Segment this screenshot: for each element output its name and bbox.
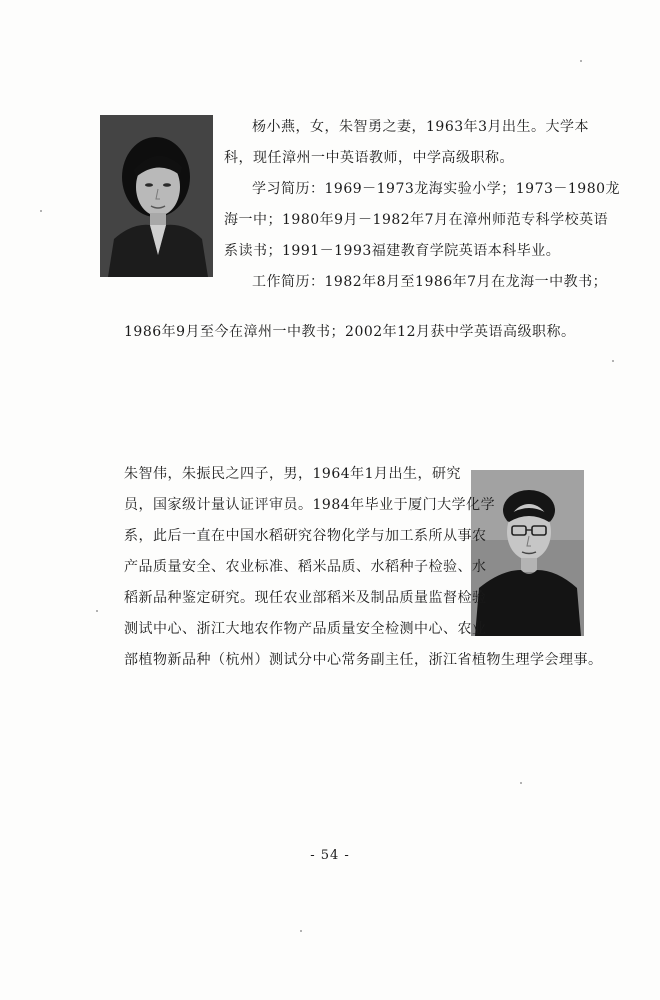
- bio-yang-line: 海一中；1980年9月－1982年7月在漳州师范专科学校英语: [224, 212, 609, 228]
- bio-zhu-line: 系，此后一直在中国水稻研究谷物化学与加工系所从事农: [124, 528, 487, 544]
- scan-speck: [520, 782, 522, 784]
- bio-yang-line: 工作简历：1982年8月至1986年7月在龙海一中教书；: [252, 274, 608, 290]
- bio-yang-line: 杨小燕，女，朱智勇之妻，1963年3月出生。大学本: [252, 119, 590, 135]
- bio-zhu: [124, 459, 603, 676]
- scan-speck: [40, 210, 42, 212]
- scan-speck: [612, 360, 614, 362]
- bio-zhu-line: 测试中心、浙江大地农作物产品质量安全检测中心、农业: [124, 621, 487, 637]
- bio-yang-line: 科，现任漳州一中英语教师，中学高级职称。: [224, 150, 514, 166]
- bio-zhu-line: 产品质量安全、农业标准、稻米品质、水稻种子检验、水: [124, 559, 487, 575]
- portrait-photo-yang: [100, 115, 213, 277]
- bio-yang-line: 学习简历：1969－1973龙海实验小学；1973－1980龙: [252, 181, 621, 197]
- bio-zhu-line: 稻新品种鉴定研究。现任农业部稻米及制品质量监督检验: [124, 590, 487, 606]
- scan-speck: [580, 60, 582, 62]
- scan-speck: [96, 610, 98, 612]
- bio-zhu-line: 员，国家级计量认证评审员。1984年毕业于厦门大学化学: [124, 497, 496, 513]
- bio-yang: [224, 112, 620, 298]
- bio-zhu-line: 朱智伟，朱振民之四子，男，1964年1月出生，研究: [124, 466, 462, 482]
- bio-yang-line: 系读书；1991－1993福建教育学院英语本科毕业。: [224, 243, 561, 259]
- page-number: - 54 -: [310, 848, 350, 863]
- bio-zhu-line: 部植物新品种（杭州）测试分中心常务副主任，浙江省植物生理学会理事。: [124, 652, 603, 668]
- bio-yang-last: [124, 317, 575, 348]
- bio-yang-line: 1986年9月至今在漳州一中教书；2002年12月获中学英语高级职称。: [124, 324, 576, 340]
- scan-speck: [300, 930, 302, 932]
